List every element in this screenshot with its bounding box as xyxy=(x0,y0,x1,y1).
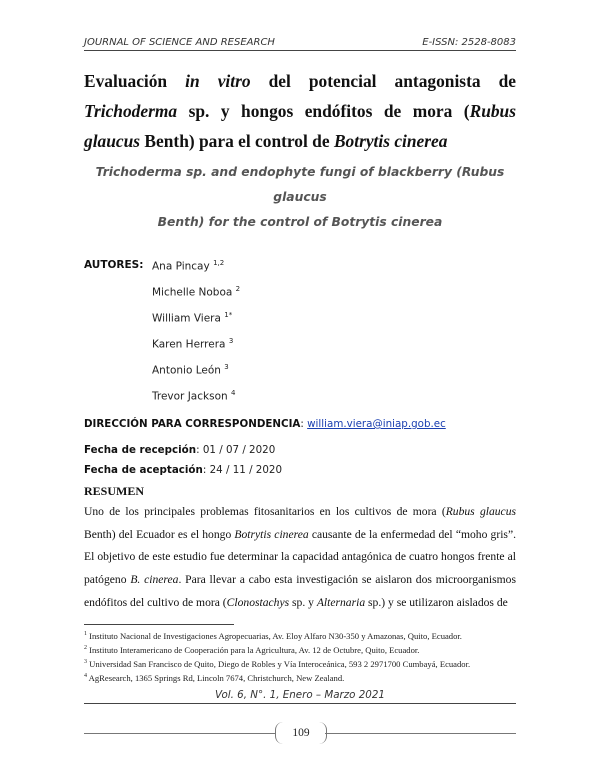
subtitle-line-2: Benth) for the control of Botrytis cinerea xyxy=(157,215,443,229)
author-item: Ana Pincay $^{1,2}$ xyxy=(152,259,225,273)
author-item: Antonio León $^3$ xyxy=(152,363,229,377)
header-divider xyxy=(84,50,516,51)
authors-label: AUTORES: xyxy=(84,259,144,271)
footnote-divider xyxy=(84,624,234,625)
page-number-line-right xyxy=(325,733,516,734)
footer-divider xyxy=(84,703,516,704)
article-subtitle xyxy=(84,160,516,235)
footnote-item: $^4$ AgResearch, 1365 Springs Rd, Lincoln 7674, Christchurch, New Zealand. xyxy=(84,672,345,683)
subtitle-line-1: Trichoderma sp. and endophyte fungi of blackberry (Rubus glaucus xyxy=(95,165,505,204)
footnotes xyxy=(84,628,516,684)
article-title: Evaluación in vitro del potencial antagonista de Trichoderma sp. y hongos endófitos de mora (Rubus glaucus Benth) para el control de Botrytis cinerea xyxy=(84,71,516,151)
correspondence-email-link[interactable]: william.viera@iniap.gob.ec xyxy=(307,418,446,430)
footnote-item: $^3$ Universidad San Francisco de Quito, Diego de Robles y Vía Interoceánica, 593 2 2971700 Cumbayá, Ecuador. xyxy=(84,658,471,669)
author-item: Michelle Noboa $^2$ xyxy=(152,285,241,299)
journal-name: JOURNAL OF SCIENCE AND RESEARCH xyxy=(84,37,275,48)
received-date: Fecha de recepción: 01 / 07 / 2020 xyxy=(84,444,276,456)
footnote-item: $^2$ Instituto Interamericano de Cooperación para la Agricultura, Av. 12 de Octubre, Quito, Ecuador. xyxy=(84,644,420,655)
accepted-date: Fecha de aceptación: 24 / 11 / 2020 xyxy=(84,464,283,476)
issue-info: Vol. 6, N°. 1, Enero – Marzo 2021 xyxy=(215,689,385,701)
footnote-item: $^1$ Instituto Nacional de Investigaciones Agropecuarias, Av. Eloy Alfaro N30-350 y Amazonas, Quito, Ecuador. xyxy=(84,630,462,641)
journal-issn: E-ISSN: 2528-8083 xyxy=(422,37,516,48)
resumen-heading: RESUMEN xyxy=(84,484,145,498)
author-item: Karen Herrera $^3$ xyxy=(152,337,234,351)
correspondence: DIRECCIÓN PARA CORRESPONDENCIA: william.viera@iniap.gob.ec xyxy=(84,418,446,430)
page-number: 109 xyxy=(275,722,327,744)
page-number-line-left xyxy=(84,733,275,734)
running-header xyxy=(84,37,516,48)
abstract-paragraph: Uno de los principales problemas fitosanitarios en los cultivos de mora (Rubus glaucus Benth) del Ecuador es el hongo Botrytis cinerea causante de la enfermedad del “moho gris”. El objetivo de este estudio fue determinar la capacidad antagónica de cuatro hongos frente al patógeno B. cinerea. Para llevar a cabo esta investigación se aislaron dos microorganismos endófitos del cultivo de mora (Clonostachys sp. y Alternaria sp.) y se utilizaron aislados de xyxy=(84,505,517,609)
author-item: Trevor Jackson $^4$ xyxy=(152,389,236,403)
author-item: William Viera $^{1*}$ xyxy=(152,311,233,325)
